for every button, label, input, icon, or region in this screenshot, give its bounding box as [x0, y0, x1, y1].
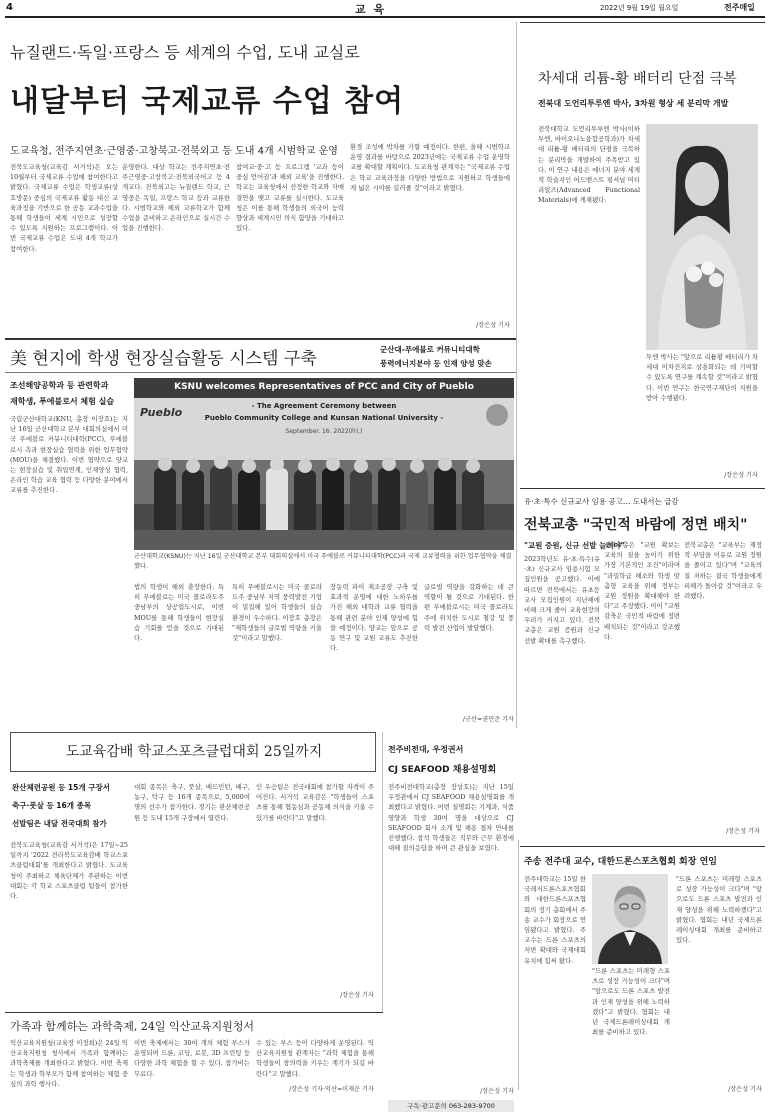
intl-body-col4: 환경 조성에 박차를 가할 예정이다. 한편, 올해 시범학교 운영 결과를 바탕으로 2023년에는 국제교류 수업 운영학교를 확대할 계획이다. 도교육청 관계자는 "국제교류 수업은 학교 교육과정을 다양한 방법으로 지원하고 학생들에게 넓은 시야를 길러줄 것"이라고 밝혔다. [350, 143, 510, 192]
cj-headline: CJ SEAFOOD 채용설명회 [388, 765, 497, 775]
sports-headline: 도교육감배 학교스포츠클럽대회 25일까지 [65, 744, 323, 760]
sports-body-col3: 인 우승팀은 전국대회에 참가할 자격이 주어진다. 서거석 교육감은 "학생들이 스포츠를 통해 협동심과 공동체 의식을 키울 수 있기를 바란다"고 말했다. [256, 783, 374, 822]
sports-sub1: 완산체련공원 등 15개 구장서 [12, 783, 110, 792]
battery-subhead: 전북대 도언리투루엔 박사, 3차원 형상 세 분리막 개발 [538, 99, 729, 108]
banner-title: KSNU welcomes Representatives of PCC and City of Pueblo [174, 382, 474, 392]
coach-headline: 주송 전주대 교수, 대한드론스포츠협회 회장 연임 [524, 857, 717, 867]
column-divider [518, 840, 519, 1090]
section-name: 교 육 [355, 3, 387, 16]
sports-sub2: 축구·풋살 등 16개 종목 [12, 801, 92, 810]
teacher-body-col1: 2023학년도 유·초·특수(유·초) 신규교사 임용시험 모집인원을 공고했다. 이에 따르면 전북에서는 유초등 교사 모집인원이 지난해에 비해 크게 줄어 교육현장의 우려가 커지고 있다. 전북교총은 교원 증원과 신규 선발 확대를 촉구했다. [524, 555, 600, 645]
teacher-body-col3: 전북교총은 "교육부는 재정적 부담을 이유로 교원 정원을 줄이고 있다"며 "교육의 질 저하는 결국 학생들에게 피해가 돌아갈 것"이라고 우려했다. [684, 541, 762, 601]
banner-date: September. 16. 2022(Fri.) [285, 428, 363, 435]
pueblo-body-col2: 특히 푸에블로시는 미국 콜로라도주 중남부 지역 풍력발전 기업이 밀집해 있어 학생들의 실습 환경이 우수하다. 이장호 총장은 "재학생들의 글로벌 역량을 키울 것"이라고 말했다. [232, 583, 322, 643]
pueblo-body-col1: 법의 학생이 해외 출장한다. 특히 푸에블로는 미국 콜로라도주 중남부의 상공업도시로, 이번 MOU를 통해 학생들이 현장실습 기회를 얻을 것으로 기대된다. [134, 583, 224, 643]
pueblo-body-left: 국립군산대학교(KNU, 총장 이장호)는 지난 16일 군산대학교 본부 대회의실에서 미국 푸에블로 커뮤니티대학(PCC), 푸에블로시 측과 현장실습 협력을 위한 업무협약(MOU)을 체결했다. 이번 협약으로 양교는 현장실습 및 취업연계, 인재양성 협력, 온라인 학습 교육 협력 등 다양한 분야에서 교류를 추진한다. [10, 415, 128, 495]
battery-top-rule [520, 22, 765, 23]
teacher-body-col2: 전북교총은 "교원 확보는 교육의 질을 높이기 위한 가장 기본적인 조건"이라며 "과밀학급 해소와 학생 맞춤형 교육을 위해 정부는 교원 정원을 확대해야 한다"고 주장했다. 이어 "교원 감축은 국민적 바람에 정면 배치되는 것"이라고 강조했다. [604, 541, 680, 641]
column-divider [516, 338, 517, 728]
header-rule [5, 16, 765, 18]
cj-body: 전주비전대학교(총장 장상호)는 지난 15일 우정관에서 CJ SEAFOOD 채용설명회를 개최했다고 밝혔다. 이번 설명회는 기계과, 식품영양과 학생 30여 명을 대상으로 CJ SEAFOOD 회사 소개 및 채용 절차 안내를 진행했다. 참석 학생들은 직무와 근무 환경에 대해 질의응답을 하며 큰 관심을 보였다. [388, 783, 514, 853]
teacher-headline: 전북교총 "국민적 바람에 정면 배치" [524, 517, 748, 533]
pueblo-logo: Pueblo [140, 406, 183, 419]
page-number: 4 [6, 2, 13, 13]
professor-portrait-photo [592, 874, 668, 964]
sports-headline-box [10, 732, 376, 772]
science-top-rule [5, 1012, 383, 1013]
intl-body-col3: 참여교·중·고 등 프로그램 '교과 등이 중심 언어권'과 해외 교육'을 진행한다. 학교는 교육청에서 선정한 학교와 자매결연을 맺고 교류를 실시한다. 도교육청은 이를 통해 학생들의 외국어 능력 향상과 세계시민 의식 함양을 기대하고 있다. [236, 163, 344, 233]
sports-sub3: 선발팀은 내달 전국대회 참가 [12, 819, 107, 828]
battery-body-right: 투엔 박사는 "앞으로 리튬황 배터리가 차세대 이차전지로 상용화되는 데 기여할 수 있도록 연구를 계속할 것"이라고 밝혔다. 이번 연구는 한국연구재단의 지원을 받아 수행됐다. [646, 353, 758, 402]
banner-sub2: Pueblo Community College and Kunsan National University - [204, 414, 444, 422]
battery-body-left: 전북대학교 도언리투루엔 박사(이하 투엔, 바이오나노융합공학과)가 차세대 리튬-황 배터리의 단점을 극복하는 분리막을 개발하여 주목받고 있다. 이 연구 내용은 에너지 분야 세계적 학술지인 어드밴스트 펑셔널 머티리얼즈(Advanced Functional Materials)에 게재됐다. [538, 125, 640, 205]
teacher-byline: /장은성 기자 [726, 828, 760, 835]
pueblo-head-rule [5, 372, 517, 373]
battery-byline: /장은성 기자 [724, 472, 758, 479]
pueblo-side-kicker-2: 풍력에너지분야 등 인재 양성 맞손 [380, 359, 492, 368]
teacher-top-rule [520, 488, 765, 489]
pueblo-sub2: 재학생, 푸에블로서 체험 실습 [10, 397, 115, 406]
science-body-col3: 수 있는 부스 등이 다양하게 운영된다. 익산교육지원청 관계자는 "과학 체험을 통해 학생들이 창의력을 키우는 계기가 되길 바란다"고 말했다. [256, 1039, 374, 1078]
coach-top-rule [520, 846, 765, 847]
pueblo-headline: 美 현지에 학생 현장실습활동 시스템 구축 [10, 349, 317, 369]
intl-body-col2: 운영한다. 대상 학교는 전주지연초·전주근영중·고창북고·전북외국어고 등 4개교다. 전북외고는 뉴질랜드 학교, 근영중은 독일, 프랑스 학교 등과 교류한다. 시범학교와 해외 교류학교가 함께 수업을 준비하고 온라인으로 실시간 수업을 진행한다. [122, 163, 230, 233]
coach-body-mid: "드론 스포츠는 미래형 스포츠로 성장 가능성이 크다"며 "앞으로도 드론 스포츠 발전과 인재 양성을 위해 노력하겠다"고 밝혔다. 협회는 내년 국제드론레이싱대회 개최를 준비하고 있다. [592, 967, 670, 1037]
battery-headline: 차세대 리튬-황 배터리 단점 극복 [538, 71, 737, 87]
intl-byline: /장은성 기자 [476, 322, 510, 329]
pueblo-photo-caption: 군산대학교(KSNU)는 지난 16일 군산대학교 본부 대회의실에서 미국 푸에블로 커뮤니티대학(PCC)과 국제 교류협력을 위한 업무협약을 체결했다. [134, 553, 512, 570]
researcher-portrait-photo [646, 124, 758, 350]
science-body-col1: 익산교육지원청(교육장 이정희)은 24일 익산교육지원청 청사에서 가족과 함께하는 과학축제를 개최한다고 밝혔다. 이번 축제는 학생과 학부모가 함께 참여하는 체험 중심의 과학 행사다. [10, 1039, 128, 1088]
ksnu-seal-icon [486, 404, 508, 426]
banner-sub1: - The Agreement Ceremony between [251, 402, 397, 410]
pueblo-top-rule [5, 338, 517, 340]
pueblo-body-col4: 글로벌 역량을 강화하는 데 큰 역할이 될 것으로 기대된다. 한편 푸에블로시는 미국 콜로라도주에 위치한 도시로 철강 및 풍력 발전 산업이 발달했다. [424, 583, 514, 632]
column-divider [516, 22, 517, 338]
science-body-col2: 이번 축제에서는 30여 개의 체험 부스가 운영되며 드론, 코딩, 로봇, 3D 프린팅 등 다양한 과학 체험을 할 수 있다. 참가비는 무료다. [134, 1039, 250, 1078]
science-headline: 가족과 함께하는 과학축제, 24일 익산교육지원청서 [10, 1020, 254, 1033]
intl-headline: 내달부터 국제교류 수업 참여 [10, 84, 405, 119]
issue-date: 2022년 9월 19일 월요일 [600, 4, 679, 12]
column-divider [382, 732, 383, 1012]
sports-byline: /장은성 기자 [340, 992, 374, 999]
sports-body-col1: 전북도교육청(교육감 서거석)은 17일~25일까지 '2022 전라북도교육감배 학교스포츠클럽대회'를 개최한다고 밝혔다. 도교육청이 주최하고 체육단체가 주관하는 이번 대회는 각 학교 스포츠클럽 팀들이 참가한다. [10, 841, 128, 901]
coach-byline: /장은성 기자 [728, 1086, 762, 1093]
sports-body-col2: 대회 종목은 축구, 풋살, 배드민턴, 배구, 농구, 탁구 등 16개 종목으로, 5,000여 명의 선수가 참가한다. 경기는 완산체련공원 등 도내 15개 구장에서 열린다. [134, 783, 250, 822]
intl-kicker: 뉴질랜드·독일·프랑스 등 세계의 수업, 도내 교실로 [10, 43, 360, 62]
pueblo-sub1: 조선해양공학과 등 관련학과 [10, 381, 109, 390]
pueblo-body-col3: 장동력 파이 제조공장 구축 및 효과적 운영에 대한 노하우를 가진 해외 대학과 교류 협력을 통해 관련 분야 인재 양성에 힘쓸 예정이다. 양교는 앞으로 공동 연구 및 교원 교류도 추진한다. [330, 583, 418, 653]
agreement-ceremony-photo [134, 378, 514, 550]
cj-kicker: 전주비전대, 우정권서 [388, 745, 464, 754]
teacher-kicker: 유·초·특수 신규교사 임용 공고… 도내서는 급감 [524, 497, 679, 506]
intl-body-col1: 전북도교육청(교육감 서거석)은 오는 10월부터 국제교류 수업에 참여한다고 밝혔다. 국제교류 수업은 학생교류(상호방문) 중심의 국제교류 활동 대신 교육과정을 기반으로 한 공동 교과수업을 통해 학생들이 세계 시민으로 성장할 수 있도록 지원하는 프로그램이다. 이번 국제교류 수업은 도내 4개 학교가 참여한다. [10, 163, 118, 253]
intl-subhead: 도교육청, 전주지연초·근영중·고창북고·전북외고 등 도내 4개 시범학교 운영 [10, 146, 338, 157]
teacher-subhead: "교원 증원, 신규 선발 늘려야" [524, 541, 625, 550]
paper-name: 전주매일 [724, 3, 755, 12]
coach-body-left: 전주대학교는 15일 한국레저드론스포츠협회와 대한드론스포츠협회의 정기 총회에서 주송 교수가 회장으로 연임됐다고 밝혔다. 주 교수는 드론 스포츠의 저변 확대와 국제대회 유치에 힘써 왔다. [524, 875, 586, 965]
pueblo-byline: /군산=권민준 기자 [462, 716, 514, 723]
coach-body-right: "드론 스포츠는 미래형 스포츠로 성장 가능성이 크다"며 "앞으로도 드론 스포츠 발전과 인재 양성을 위해 노력하겠다"고 밝혔다. 협회는 내년 국제드론레이싱대회 개최를 준비하고 있다. [676, 875, 762, 945]
cj-byline: /장은성 기자 [480, 1088, 514, 1095]
science-byline: /장은성 기자·익산=이재운 기자 [289, 1086, 374, 1093]
pueblo-side-kicker-1: 군산대-푸에블로 커뮤니티대학 [380, 345, 480, 354]
subscription-footer: 구독·광고문의 063-283-9700 [388, 1100, 514, 1112]
